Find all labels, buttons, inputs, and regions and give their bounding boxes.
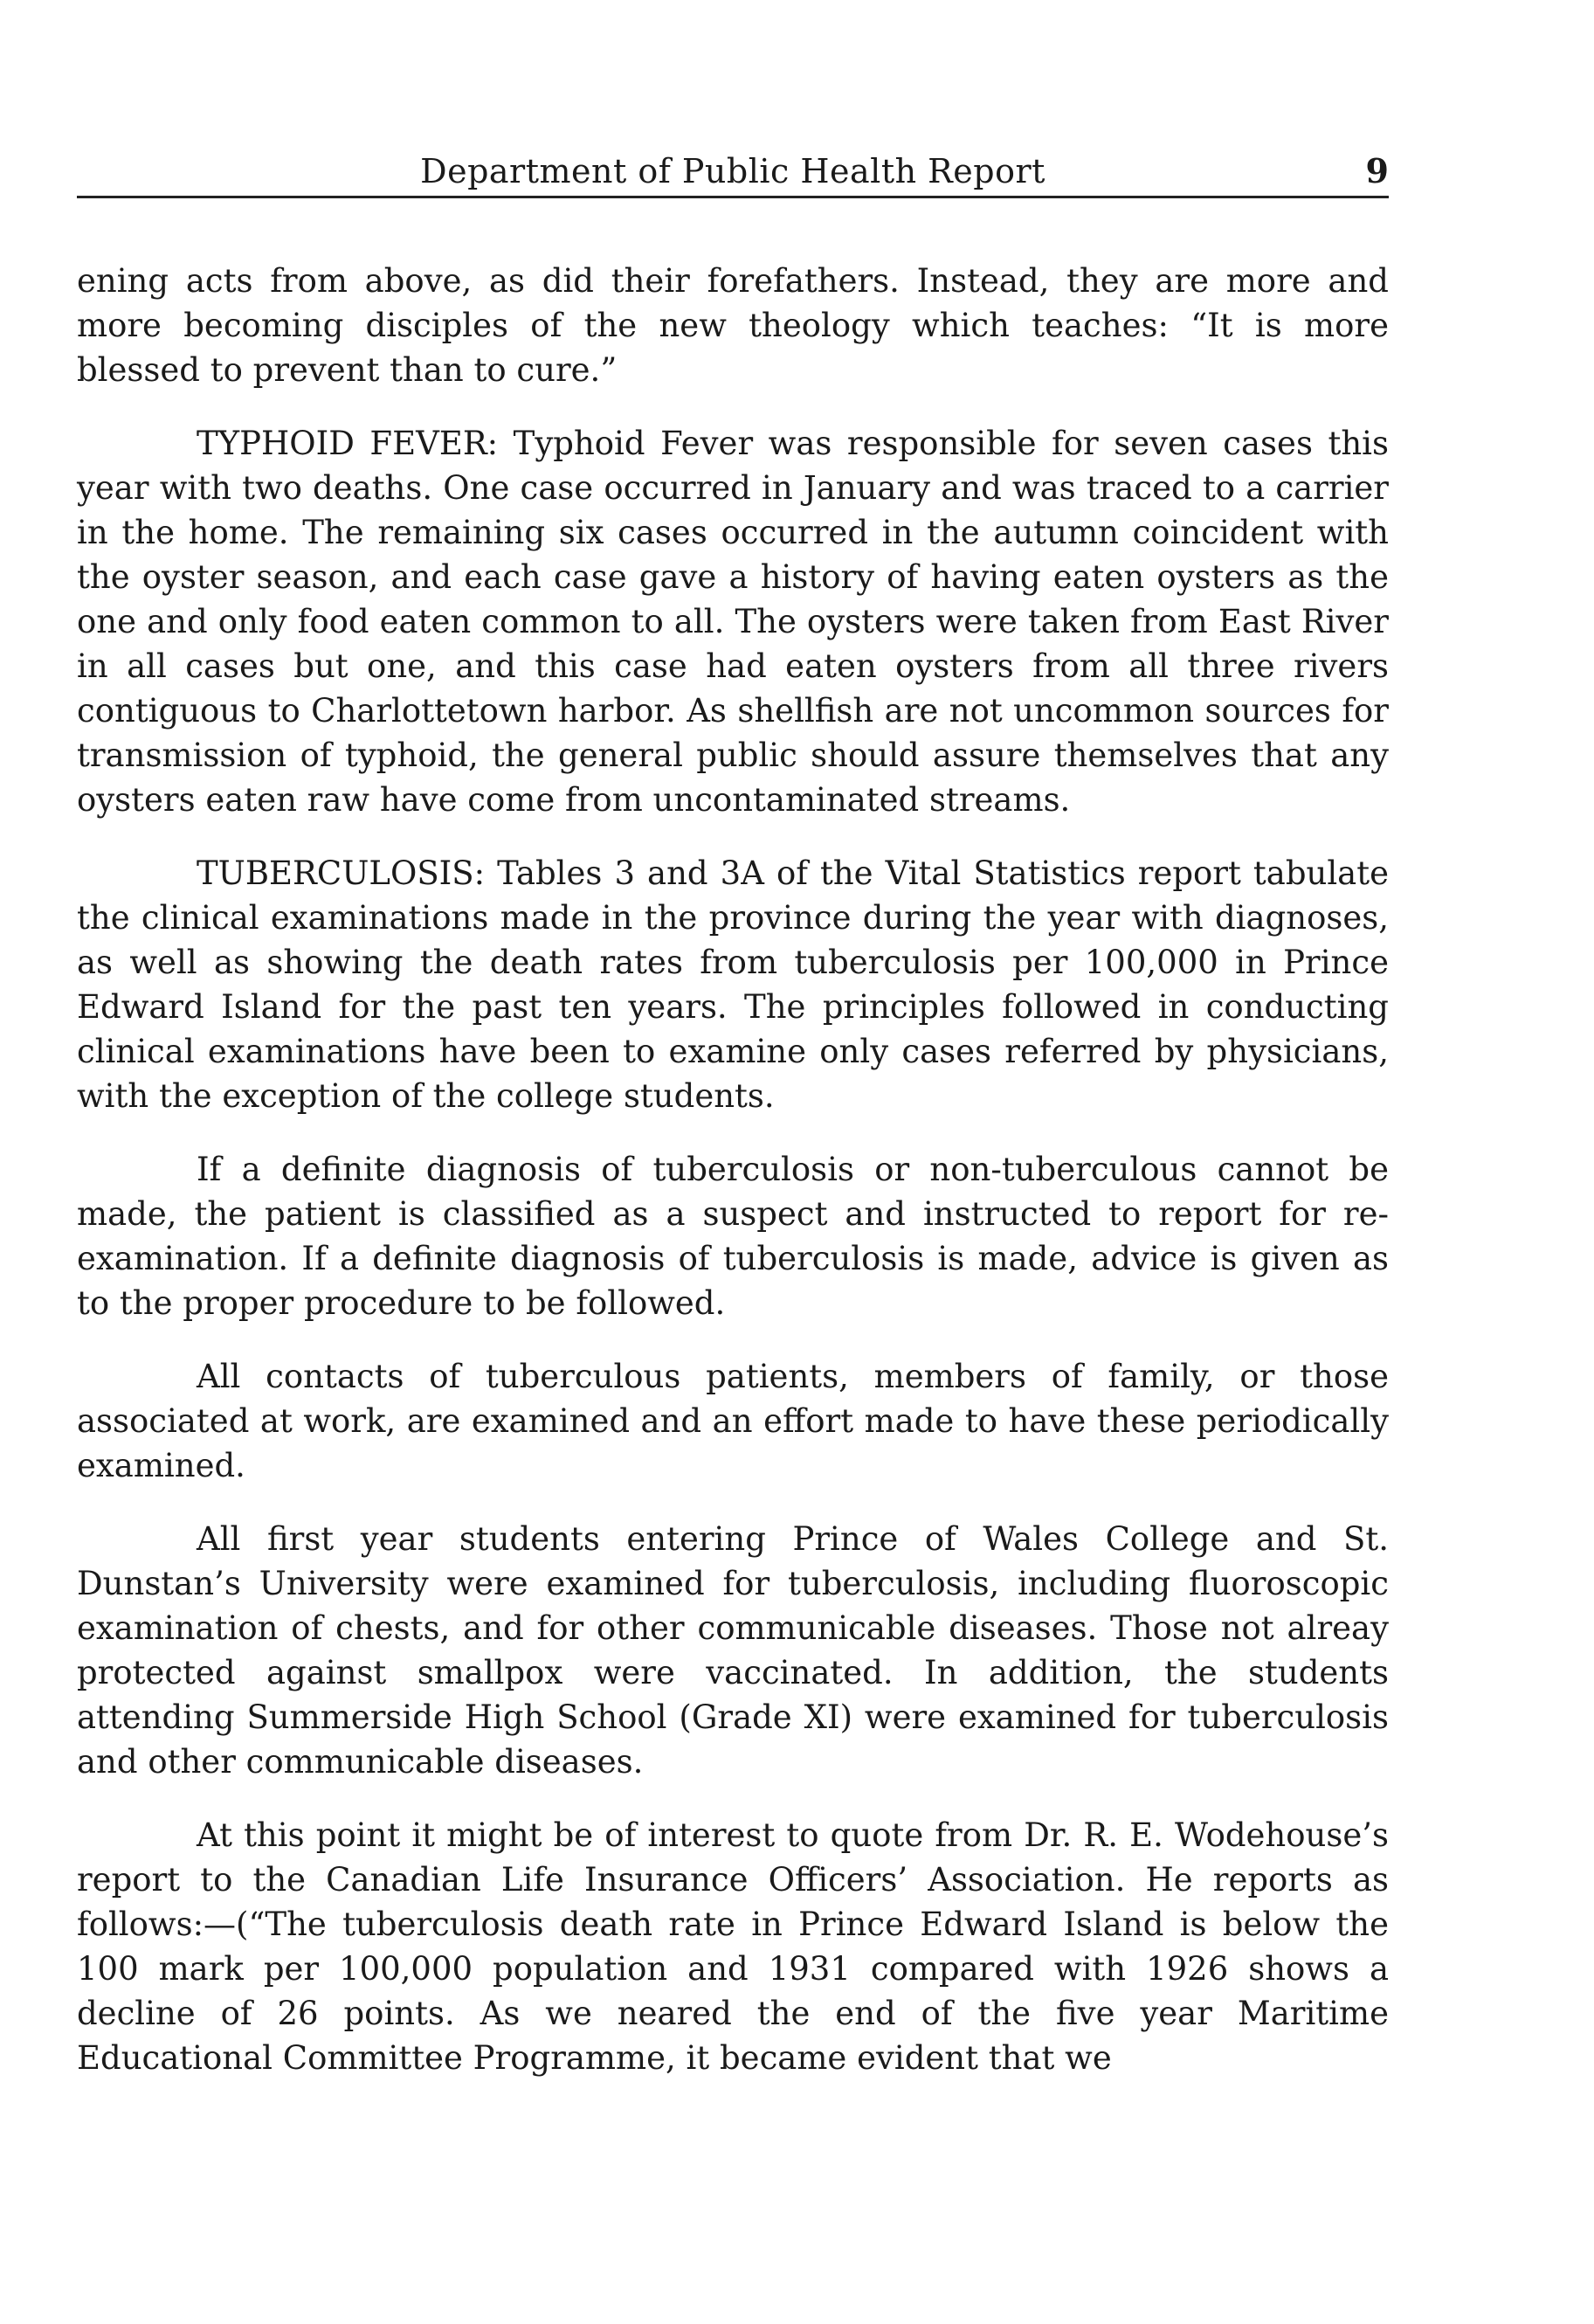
paragraph-quote: At this point it might be of interest to quote from Dr. R. E. Wodehouse’s report to the Canadian Life Insurance Officers’ Association. He reports as follows:—(“The tuberculosis death rate in Prince Edward Island is below the 100 mark per 100,000 population and 1931 compared with 1926 shows a decline of 26 points. As we neared the end of the five year Maritime Educational Committee Programme, it became evident that we [77, 1816, 1389, 2077]
page-header [77, 147, 1389, 198]
page-number: 9 [1365, 151, 1389, 190]
body-text [77, 259, 1389, 2109]
paragraph-contacts: All contacts of tuberculous patients, members of family, or those associated at work, are examined and an effort made to have these periodically examined. [77, 1358, 1389, 1484]
paragraph-students: All first year students entering Prince of Wales College and St. Dunstan’s University were examined for tuberculosis, including fluoroscopic examination of chests, and for other communicable diseases. Those not alreay protected against smallpox were vaccinated. In addition, the students attending Summerside High School (Grade XI) were examined for tuberculosis and other communicable diseases. [77, 1520, 1389, 1781]
paragraph-tuberculosis: TUBERCULOSIS: Tables 3 and 3A of the Vital Statistics report tabulate the clinical examinations made in the province during the year with diagnoses, as well as showing the death rates from tuberculosis per 100,000 in Prince Edward Island for the past ten years. The principles followed in conducting clinical examinations have been to examine only cases referred by physicians, with the exception of the college students. [77, 854, 1389, 1115]
paragraph-diagnosis: If a definite diagnosis of tuberculosis or non-tuberculous cannot be made, the patient is classified as a suspect and instructed to report for re-examination. If a definite diagnosis of tuberculosis is made, advice is given as to the proper procedure to be followed. [77, 1151, 1389, 1322]
paragraph-typhoid-fever: TYPHOID FEVER: Typhoid Fever was responsible for seven cases this year with two deaths. One case occurred in January and was traced to a carrier in the home. The remaining six cases occurred in the autumn coincident with the oyster season, and each case gave a history of having eaten oysters as the one and only food eaten common to all. The oysters were taken from East River in all cases but one, and this case had eaten oysters from all three rivers contiguous to Charlottetown harbor. As shellfish are not uncommon sources for transmission of typhoid, the general public should assure themselves that any oysters eaten raw have come from uncontaminated streams. [77, 425, 1389, 819]
running-title: Department of Public Health Report [420, 152, 1045, 190]
paragraph-continuation: ening acts from above, as did their forefathers. Instead, they are more and more becoming disciples of the new theology which teaches: “It is more blessed to prevent than to cure.” [77, 262, 1389, 389]
